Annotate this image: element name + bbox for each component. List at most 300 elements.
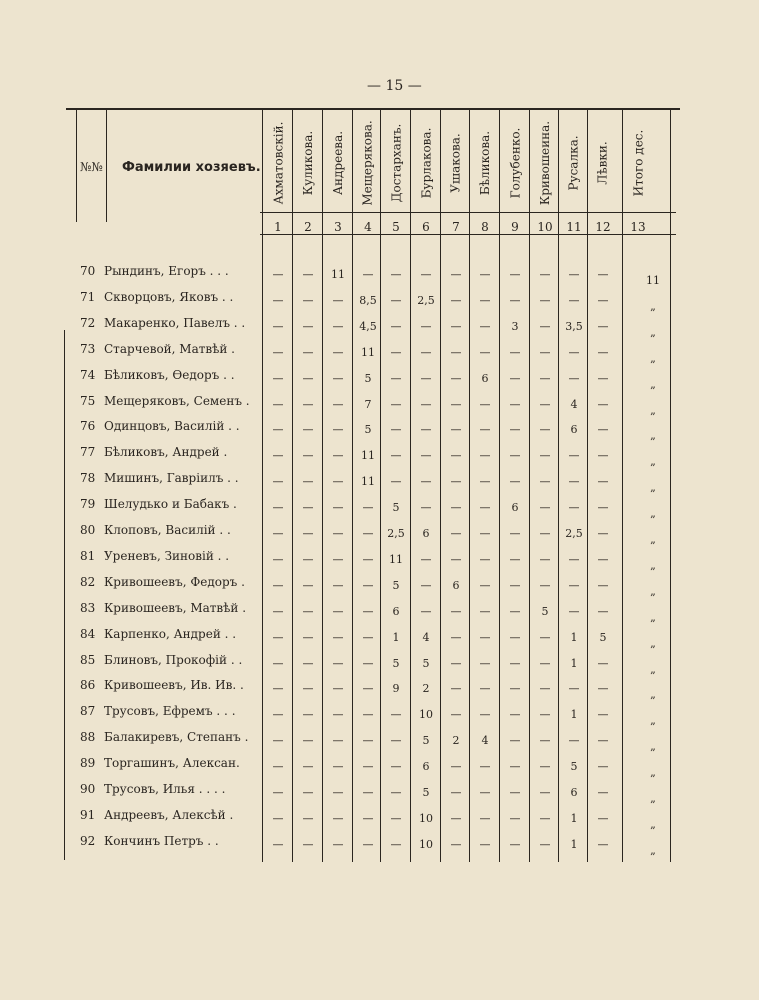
table-cell: 11 [389,552,403,566]
table-cell: — [509,552,521,566]
table-cell: — [302,786,314,799]
table-cell: — [390,811,402,825]
table-cell: — [539,423,551,437]
table-cell: — [450,552,462,566]
row-name: Кончинъ Петръ . . [104,833,219,848]
row-number: 88 [80,730,96,745]
table-cell: — [509,837,521,851]
table-cell: — [450,811,462,825]
column-header-label: Куликова. [301,130,316,196]
table-cell: 4 [481,734,489,748]
column-header [502,118,528,208]
table-cell: — [302,578,314,592]
table-cell: — [362,630,374,644]
row-total: „ [650,714,656,728]
row-total: „ [650,403,656,417]
table-cell: — [597,423,609,437]
table-cell: — [272,630,284,644]
table-cell: — [479,760,491,774]
table-cell: 6 [452,578,460,592]
table-cell: — [302,449,314,463]
column-number: 11 [566,220,582,234]
table-row [0,290,759,314]
row-name: Шелудько и Бабакъ . [104,497,237,512]
table-cell: 5 [422,786,430,799]
table-cell: — [302,760,314,774]
table-cell: — [332,682,344,696]
table-cell: — [272,734,284,748]
table-cell: — [450,630,462,644]
column-header-label: Лѣвки. [596,141,611,185]
table-cell: — [597,449,609,463]
table-cell: — [332,397,344,411]
table-cell: — [420,501,432,515]
table-cell: 3,5 [565,319,583,333]
table-cell: — [597,811,609,825]
table-cell: — [479,811,491,825]
table-cell: 6 [422,527,430,540]
table-cell: — [302,552,314,566]
table-cell: — [479,656,491,670]
table-cell: 11 [361,449,375,463]
table-cell: — [390,345,402,359]
row-total: „ [650,688,656,702]
table-cell: — [390,293,402,307]
table-cell: 5 [364,423,372,437]
table-cell: 4 [422,630,430,644]
table-cell: — [302,423,314,437]
table-row [0,394,759,418]
column-number: 9 [511,220,519,234]
row-number: 72 [80,315,96,330]
row-number: 92 [80,833,96,848]
table-row [0,497,759,521]
table-cell: — [509,811,521,825]
table-cell: 1 [392,630,400,644]
table-cell: — [420,345,432,359]
table-cell: — [597,397,609,411]
row-total: „ [650,792,656,805]
table-cell: — [362,811,374,825]
column-number: 8 [481,220,489,234]
row-total: „ [650,817,656,831]
table-cell: — [568,449,580,463]
table-cell: — [332,578,344,592]
table-cell: — [568,293,580,307]
table-cell: — [539,811,551,825]
table-cell: — [479,293,491,307]
table-cell: — [390,397,402,411]
table-cell: — [539,501,551,515]
table-cell: — [568,578,580,592]
table-cell: — [539,397,551,411]
row-name: Блиновъ, Прокофій . . [104,652,243,667]
table-cell: 10 [419,811,433,825]
column-number: 7 [452,220,460,234]
table-cell: — [302,630,314,644]
table-cell: — [302,319,314,333]
column-header [265,118,291,208]
table-cell: — [302,345,314,359]
row-number: 71 [80,289,96,304]
row-number: 84 [80,626,96,641]
table-cell: — [302,811,314,825]
table-cell: — [272,837,284,851]
row-total: „ [650,610,656,624]
table-cell: — [362,501,374,515]
table-row [0,756,759,780]
row-total: „ [650,636,656,650]
table-cell: — [597,371,609,385]
column-header-label: Русалка. [567,135,582,191]
row-total: „ [650,429,656,443]
table-cell: — [450,682,462,696]
table-cell: 1 [570,811,578,825]
table-cell: — [362,552,374,566]
table-cell: — [597,760,609,774]
row-total: „ [650,533,656,546]
row-total: „ [650,584,656,598]
table-cell: — [597,656,609,670]
table-cell: — [390,786,402,799]
table-cell: — [390,708,402,722]
table-cell: — [420,475,432,489]
table-cell: 6 [570,423,578,437]
table-row [0,368,759,392]
table-cell: — [450,475,462,489]
number-header: №№ [80,160,103,174]
table-cell: — [420,578,432,592]
table-cell: — [272,604,284,618]
row-total: „ [650,843,656,857]
table-cell: — [272,475,284,489]
column-header-label: Мещерякова. [361,120,376,206]
row-total: „ [650,481,656,495]
table-cell: — [272,811,284,825]
table-cell: — [597,837,609,851]
table-cell: — [479,475,491,489]
table-cell: — [509,578,521,592]
table-cell: — [272,449,284,463]
table-cell: — [479,423,491,437]
table-row [0,264,759,288]
table-cell: — [332,811,344,825]
table-cell: 5 [392,501,400,515]
column-number: 12 [595,220,611,234]
table-cell: — [272,786,284,799]
column-header-label: Бѣликова. [478,130,492,196]
row-number: 74 [80,367,96,382]
table-cell: 5 [364,371,372,385]
table-cell: — [539,449,551,463]
table-cell: — [362,760,374,774]
table-cell: 6 [392,604,400,618]
row-number: 91 [80,807,96,822]
table-cell: — [390,475,402,489]
table-cell: — [568,475,580,489]
row-name: Клоповъ, Василій . . [104,523,231,537]
table-cell: — [332,345,344,359]
row-number: 75 [80,393,96,408]
table-cell: — [362,604,374,618]
table-cell: — [479,268,491,281]
column-header [472,118,498,208]
table-cell: — [597,734,609,748]
table-cell: — [390,734,402,748]
table-cell: — [597,708,609,722]
table-cell: — [362,734,374,748]
row-name: Мишинъ, Гавріилъ . . [104,471,239,486]
row-number: 77 [80,445,96,460]
table-cell: 2 [422,682,430,696]
table-cell: — [272,501,284,515]
table-cell: — [479,682,491,696]
table-cell: — [272,397,284,411]
row-total: „ [650,662,656,676]
table-cell: — [509,345,521,359]
table-cell: — [597,475,609,489]
table-cell: — [539,837,551,851]
column-header [295,118,321,208]
column-header [325,118,351,208]
table-cell: 1 [570,708,578,722]
table-cell: — [509,268,521,281]
table-cell: — [479,708,491,722]
row-number: 80 [80,523,96,537]
row-number: 76 [80,419,96,434]
table-cell: — [509,786,521,799]
table-cell: — [509,682,521,696]
table-row [0,601,759,625]
row-number: 90 [80,782,96,796]
table-cell: 7 [364,397,372,411]
table-cell: — [539,656,551,670]
table-cell: 6 [422,760,430,774]
column-header [413,118,439,208]
row-name: Старчевой, Матвѣй . [104,341,235,356]
table-cell: — [272,656,284,670]
table-row [0,549,759,573]
table-cell: — [302,527,314,540]
row-number: 87 [80,704,96,719]
row-total: „ [650,455,656,469]
table-cell: — [302,656,314,670]
table-cell: — [332,371,344,385]
table-cell: 5 [541,604,549,618]
table-cell: 5 [392,656,400,670]
table-cell: — [479,397,491,411]
table-cell: — [509,397,521,411]
table-cell: — [450,345,462,359]
table-cell: — [479,786,491,799]
table-cell: — [302,475,314,489]
table-cell: — [420,552,432,566]
table-cell: — [390,449,402,463]
row-total: „ [650,507,656,521]
column-header [443,118,469,208]
table-row [0,316,759,340]
table-cell: — [272,371,284,385]
column-header [383,118,409,208]
table-cell: 5 [422,734,430,748]
table-cell: — [509,449,521,463]
table-cell: — [597,319,609,333]
table-cell: — [568,268,580,281]
table-cell: — [509,604,521,618]
column-number: 10 [537,220,553,234]
table-cell: — [450,397,462,411]
column-number: 5 [392,220,400,234]
table-cell: — [597,604,609,618]
table-cell: — [539,630,551,644]
table-cell: — [390,837,402,851]
table-row [0,523,759,547]
table-cell: — [450,371,462,385]
table-cell: — [362,682,374,696]
table-cell: — [597,293,609,307]
table-cell: — [509,527,521,540]
table-cell: — [479,449,491,463]
table-row [0,782,759,806]
table-cell: — [332,604,344,618]
table-cell: — [302,708,314,722]
column-header-label: Бурлакова. [419,127,434,199]
table-cell: — [362,268,374,281]
table-cell: — [332,527,344,540]
column-number: 13 [630,220,646,234]
row-total: „ [650,299,656,313]
table-cell: — [539,734,551,748]
table-cell: — [420,268,432,281]
table-cell: — [332,734,344,748]
table-cell: 11 [331,268,345,281]
table-cell: 6 [481,371,489,385]
table-cell: — [479,604,491,618]
table-cell: 2,5 [387,527,405,540]
table-cell: 10 [419,708,433,722]
table-cell: — [332,293,344,307]
table-cell: 5 [570,760,578,774]
table-cell: — [479,345,491,359]
table-row [0,627,759,651]
table-cell: — [332,786,344,799]
table-cell: — [272,708,284,722]
table-cell: — [390,371,402,385]
table-cell: — [272,682,284,696]
column-header-label: Андреева. [331,130,345,196]
table-cell: — [568,682,580,696]
row-name: Мещеряковъ, Семенъ . [104,393,250,408]
row-number: 83 [80,600,96,615]
row-name: Бѣликовъ, Андрей . [104,445,228,460]
table-cell: — [450,708,462,722]
table-cell: — [332,760,344,774]
row-number: 85 [80,652,96,667]
table-cell: 5 [422,656,430,670]
table-cell: — [450,501,462,515]
column-header [625,118,651,208]
name-header: Фамилии хозяевъ. [122,160,261,175]
table-row [0,653,759,677]
table-row [0,704,759,728]
table-cell: — [568,734,580,748]
table-cell: — [450,449,462,463]
table-cell: — [450,268,462,281]
table-cell: — [390,760,402,774]
table-cell: — [302,501,314,515]
table-cell: — [479,578,491,592]
table-cell: 3 [511,319,519,333]
table-cell: 5 [599,630,607,644]
table-cell: — [332,319,344,333]
table-row [0,678,759,702]
table-cell: — [420,371,432,385]
table-cell: — [450,604,462,618]
table-cell: — [362,527,374,540]
table-cell: — [332,423,344,437]
left-rule [76,110,77,222]
table-cell: — [302,268,314,281]
table-cell: — [539,527,551,540]
table-row [0,342,759,366]
row-number: 89 [80,756,96,771]
table-cell: — [272,578,284,592]
row-name: Кривошеевъ, Матвѣй . [104,600,247,615]
page-number: — 15 — [367,78,422,94]
table-row [0,834,759,858]
row-total: 11 [646,274,660,287]
row-total: „ [650,351,656,365]
table-cell: — [568,501,580,515]
column-header-label: Ушакова. [449,133,463,193]
row-number: 79 [80,497,96,512]
table-cell: 11 [361,345,375,359]
table-cell: — [509,708,521,722]
table-cell: — [332,630,344,644]
table-cell: 2,5 [565,527,583,540]
column-header-label: Итого дес. [631,129,645,197]
table-cell: 10 [419,837,433,851]
table-cell: — [509,371,521,385]
table-cell: — [420,604,432,618]
table-cell: — [302,837,314,851]
row-name: Андреевъ, Алексѣй . [104,807,234,822]
table-cell: — [362,578,374,592]
table-cell: — [450,293,462,307]
table-cell: — [450,786,462,799]
table-row [0,808,759,832]
table-row [0,471,759,495]
table-cell: 1 [570,630,578,644]
table-cell: — [568,371,580,385]
table-cell: 5 [392,578,400,592]
table-cell: — [509,423,521,437]
table-cell: — [479,837,491,851]
table-cell: — [272,527,284,540]
table-cell: — [568,345,580,359]
table-cell: — [272,293,284,307]
table-cell: — [450,760,462,774]
table-cell: 4 [570,397,578,411]
table-cell: — [272,760,284,774]
row-name: Одинцовъ, Василій . . [104,419,240,434]
table-cell: — [597,501,609,515]
column-header [355,118,381,208]
table-cell: — [539,786,551,799]
column-header-label: Достарханъ. [389,123,404,203]
table-cell: — [302,397,314,411]
table-cell: — [420,423,432,437]
